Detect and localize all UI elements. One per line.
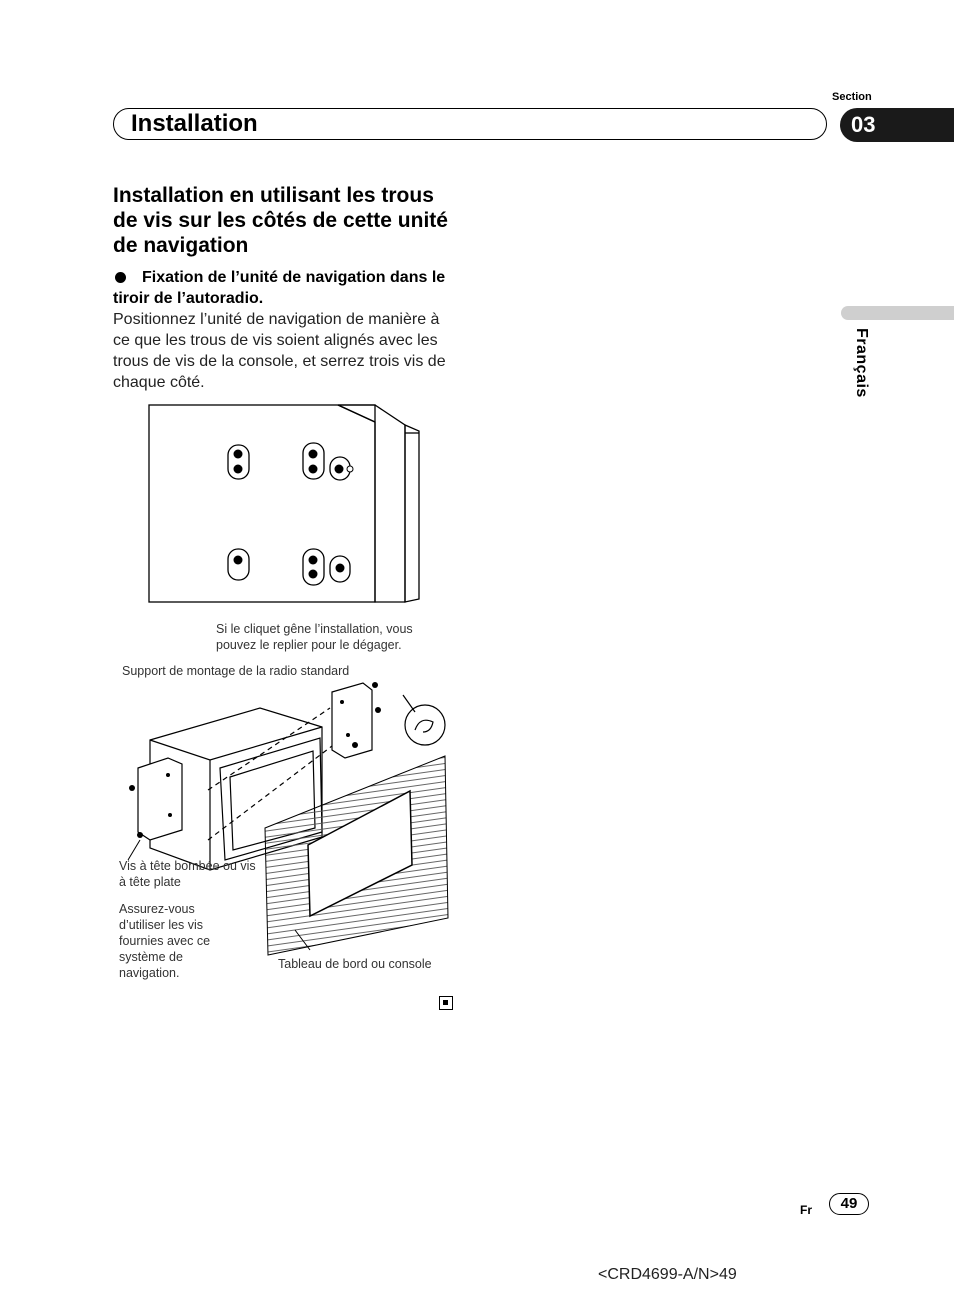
section-label: Section bbox=[832, 91, 872, 103]
language-tab bbox=[841, 306, 954, 320]
page-title: Installation bbox=[131, 110, 258, 137]
callout-bracket: Support de montage de la radio standard bbox=[122, 664, 350, 678]
end-of-section-icon bbox=[439, 996, 453, 1010]
page-number: 49 bbox=[840, 1195, 858, 1212]
step-subheading: Fixation de l’unité de navigation dans le tiroir de l’autoradio. bbox=[113, 269, 446, 307]
document-code: <CRD4699-A/N>49 bbox=[598, 1266, 737, 1283]
callout-screws: Vis à tête bombée ou vis à tête plate bbox=[119, 859, 256, 889]
footer-lang-code: Fr bbox=[800, 1203, 812, 1217]
callout-dashboard: Tableau de bord ou console bbox=[278, 957, 432, 971]
section-heading: Installation en utilisant les trous de vis sur les côtés de cette unité de navigation bbox=[113, 184, 448, 257]
section-number: 03 bbox=[851, 112, 876, 137]
side-view-diagram bbox=[140, 398, 430, 608]
step-body: Positionnez l’unité de navigation de manière à ce que les trous de vis soient alignés avec les trous de vis de la console, et serrez trois vis de chaque côté. bbox=[113, 311, 446, 391]
callout-use-supplied: Assurez-vous d’utiliser les vis fournies avec ce système de navigation. bbox=[119, 902, 211, 980]
callout-latch: Si le cliquet gêne l’installation, vous pouvez le replier pour le dégager. bbox=[216, 622, 413, 652]
language-label: Français bbox=[853, 328, 870, 398]
